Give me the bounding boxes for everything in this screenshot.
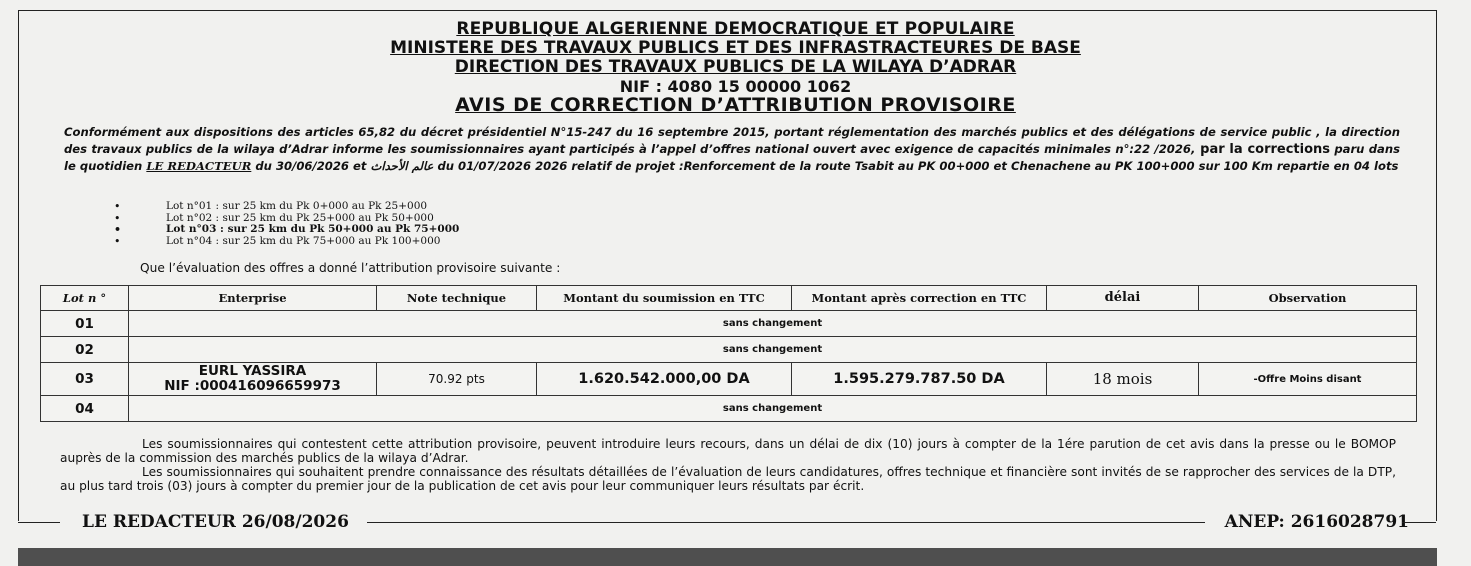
status-cell: sans changement xyxy=(129,337,1417,363)
footer-publication: LE REDACTEUR 26/08/2026 xyxy=(82,512,349,532)
recours-paragraph: Les soumissionnaires qui contestent cette attribution provisoire, peuvent introduire leurs recours, dans un délai de dix (10) jours à compter de la 1ére parution de cet avis dans la presse ou le BOMOP auprès de la commission des marchés publics de la wilaya d’Adrar. xyxy=(60,437,1396,465)
lots-list xyxy=(114,201,459,247)
col-enterprise: Enterprise xyxy=(129,286,377,311)
enterprise-name: EURL YASSIRA xyxy=(198,363,307,379)
col-montant-corrige: Montant après correction en TTC xyxy=(792,286,1047,311)
table-header-row xyxy=(41,286,1417,311)
list-item: • Lot n°01 : sur 25 km du Pk 0+000 au Pk 25+000 xyxy=(114,201,459,213)
lot-number: 04 xyxy=(41,396,129,422)
list-item: • Lot n°02 : sur 25 km du Pk 25+000 au Pk 50+000 xyxy=(114,213,459,225)
attribution-table xyxy=(40,285,1417,422)
col-note: Note technique xyxy=(377,286,537,311)
col-montant: Montant du soumission en TTC xyxy=(537,286,792,311)
enterprise-nif: NIF :000416096659973 xyxy=(164,378,341,394)
list-item: • Lot n°03 : sur 25 km du Pk 50+000 au Pk 75+000 xyxy=(114,224,459,236)
col-observation: Observation xyxy=(1199,286,1417,311)
observation: -Offre Moins disant xyxy=(1199,363,1417,396)
footer-anep: ANEP: 2616028791 xyxy=(1224,512,1409,532)
footer-rule xyxy=(18,522,60,523)
journal-name: LE REDACTEUR xyxy=(146,159,252,173)
header-republic: REPUBLIQUE ALGERIENNE DEMOCRATIQUE ET POPULAIRE xyxy=(456,19,1015,39)
lot-number: 03 xyxy=(41,363,129,396)
evaluation-intro: Que l’évaluation des offres a donné l’attribution provisoire suivante : xyxy=(140,261,561,275)
montant-soumission: 1.620.542.000,00 DA xyxy=(537,363,792,396)
col-lot: Lot n ° xyxy=(41,286,129,311)
table-row xyxy=(41,396,1417,422)
resultats-paragraph: Les soumissionnaires qui souhaitent prendre connaissance des résultats détaillées de l’évaluation de leurs candidatures, offres technique et financière sont invités de se rapprocher des services de la DTP, au plus tard trois (03) jours à compter du premier jour de la publication de cet avis pour leur communiquer leurs résultats par écrit. xyxy=(60,465,1396,493)
table-row xyxy=(41,311,1417,337)
footer-rule xyxy=(1402,522,1436,523)
table-row xyxy=(41,337,1417,363)
lot-number: 01 xyxy=(41,311,129,337)
status-cell: sans changement xyxy=(129,396,1417,422)
note-technique: 70.92 pts xyxy=(377,363,537,396)
list-item: • Lot n°04 : sur 25 km du Pk 75+000 au Pk 100+000 xyxy=(114,236,459,248)
header-direction: DIRECTION DES TRAVAUX PUBLICS DE LA WILAYA D’ADRAR xyxy=(454,57,1017,77)
arabic-journal-name: عالم الأحداث xyxy=(370,159,434,173)
table-row xyxy=(41,363,1417,396)
intro-paragraph: Conformément aux dispositions des articles 65,82 du décret présidentiel N°15-247 du 16 septembre 2015, portant réglementation des marchés publics et des délégations de service public , la direction des travaux publics de la wilaya d’Adrar informe les soumissionnaires ayant participés à l’appel d’offres national ouvert avec exigence de capacités minimales n°:22 /2026, par la corrections paru dans le quotidien LE REDACTEUR du 30/06/2026 et عالم الأحداث du 01/07/2026 2026 relatif de projet :Renforcement de la route Tsabit au PK 00+000 et Chenachene au PK 100+000 sur 100 Km repartie en 04 lots xyxy=(64,125,1400,173)
col-delai: délai xyxy=(1047,286,1199,311)
bottom-band xyxy=(18,548,1437,566)
enterprise-cell xyxy=(129,363,377,396)
header-ministry: MINISTERE DES TRAVAUX PUBLICS ET DES INFRASTRACTEURES DE BASE xyxy=(390,38,1081,58)
lot-number: 02 xyxy=(41,337,129,363)
header-nif: NIF : 4080 15 00000 1062 xyxy=(619,77,852,96)
footer-rule xyxy=(367,522,1205,523)
notice-title: AVIS DE CORRECTION D’ATTRIBUTION PROVISOIRE xyxy=(455,94,1016,116)
montant-corrige: 1.595.279.787.50 DA xyxy=(792,363,1047,396)
delai: 18 mois xyxy=(1047,363,1199,396)
status-cell: sans changement xyxy=(129,311,1417,337)
